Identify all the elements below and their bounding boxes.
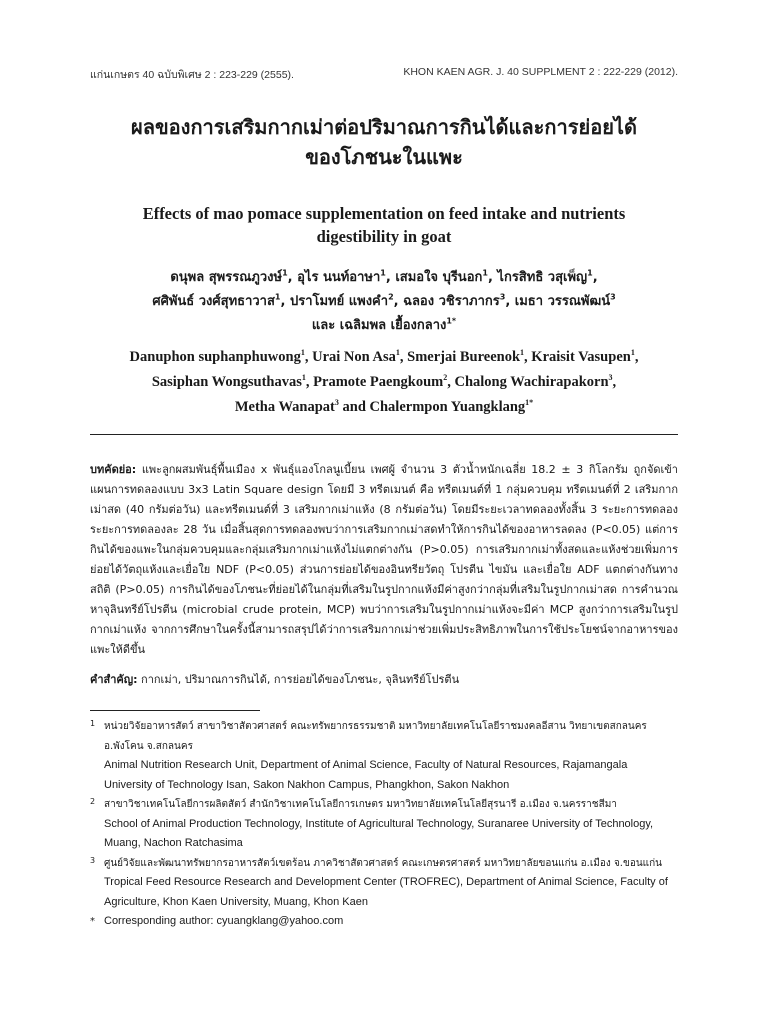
affiliation-mark: 1 bbox=[274, 292, 281, 302]
affiliation-mark: 1* bbox=[446, 316, 457, 326]
authors-thai-line-2 bbox=[90, 290, 678, 314]
affiliation-mark: 3 bbox=[334, 398, 339, 408]
journal-citation-english: KHON KAEN AGR. J. 40 SUPPLMENT 2 : 222-229 (2012). bbox=[403, 66, 678, 78]
keywords-label: คำสำคัญ: bbox=[90, 673, 138, 686]
author-name: , Kraisit Vasupen bbox=[524, 349, 631, 365]
affiliation-mark: 3 bbox=[610, 292, 616, 302]
author-name: Metha Wanapat bbox=[234, 399, 335, 415]
keywords-text: กากเม่า, ปริมาณการกินได้, การย่อยได้ของโภชนะ, จุลินทรีย์โปรตีน bbox=[137, 673, 460, 686]
title-thai bbox=[90, 112, 678, 172]
author-name: Sasiphan Wongsuthavas bbox=[151, 374, 302, 390]
affiliation-mark: 1 bbox=[395, 348, 400, 358]
affiliation-mark: 1 bbox=[380, 268, 386, 278]
affiliation-mark: 2 bbox=[388, 292, 394, 302]
abstract-label: บทคัดย่อ: bbox=[90, 463, 137, 476]
keywords bbox=[90, 670, 678, 690]
author-name: , อุไร นนท์อาษา bbox=[287, 270, 381, 285]
journal-citation-thai: แก่นเกษตร 40 ฉบับพิเศษ 2 : 223-229 (2555). bbox=[90, 69, 294, 81]
footnote-2 bbox=[90, 795, 678, 854]
author-name: , ฉลอง วชิราภากร bbox=[393, 294, 500, 309]
author-name: , ปราโมทย์ แพงคำ bbox=[280, 294, 389, 309]
title-english-line-2: digestibility in goat bbox=[316, 227, 452, 246]
footnote-mark: * bbox=[90, 916, 95, 927]
authors-english-line-1 bbox=[90, 345, 678, 370]
affiliation-mark: 1* bbox=[525, 398, 534, 408]
affiliation-mark: 1 bbox=[482, 268, 488, 278]
author-name: and Chalermpon Yuangklang bbox=[338, 399, 526, 415]
author-name: , Chalong Wachirapakorn bbox=[447, 374, 609, 390]
abstract bbox=[90, 460, 678, 660]
author-name: และ เฉลิมพล เยื้องกลาง bbox=[311, 318, 447, 333]
author-name: ศศิพันธ์ วงศ์สุทธาวาส bbox=[152, 294, 275, 309]
authors-english-line-3 bbox=[90, 395, 678, 420]
affiliation-mark: 2 bbox=[443, 373, 448, 383]
corresponding-author-email: Corresponding author: cyuangklang@yahoo.com bbox=[104, 915, 344, 927]
title-divider bbox=[90, 434, 678, 435]
author-name: , Urai Non Asa bbox=[304, 349, 396, 365]
title-english-line-1: Effects of mao pomace supplementation on feed intake and nutrients bbox=[142, 204, 626, 223]
affiliation-mark: 1 bbox=[587, 268, 593, 278]
title-english bbox=[90, 202, 678, 248]
footnote-divider bbox=[90, 710, 260, 711]
affiliation-mark: 1 bbox=[300, 348, 305, 358]
footnote-1 bbox=[90, 717, 678, 795]
authors-english-line-2 bbox=[90, 370, 678, 395]
affiliation-mark: 3 bbox=[499, 292, 506, 302]
authors-thai bbox=[90, 266, 678, 338]
footnote-corresponding bbox=[90, 912, 678, 932]
authors-thai-line-3 bbox=[90, 314, 678, 338]
affiliation-mark: 1 bbox=[282, 268, 288, 278]
affiliation-mark: 1 bbox=[520, 348, 525, 358]
affiliation-mark: 1 bbox=[301, 373, 306, 383]
separator: , bbox=[634, 349, 639, 365]
authors-english bbox=[90, 345, 678, 420]
author-name: ดนุพล สุพรรณภูวงษ์ bbox=[170, 270, 283, 285]
affiliation-mark: 3 bbox=[608, 373, 613, 383]
author-name: Danuphon suphanphuwong bbox=[129, 349, 301, 365]
author-name: , เมธา วรรณพัฒน์ bbox=[505, 294, 611, 309]
footnote-mark: 1 bbox=[90, 719, 96, 728]
affiliation-mark: 1 bbox=[630, 348, 635, 358]
footnote-3 bbox=[90, 854, 678, 913]
title-thai-line-2: ของโภชนะในแพะ bbox=[305, 145, 463, 169]
author-name: , Pramote Paengkoum bbox=[305, 374, 444, 390]
author-name: , ไกรสิทธิ วสุเพ็ญ bbox=[487, 270, 588, 285]
footnote-mark: 3 bbox=[90, 855, 96, 865]
separator: , bbox=[612, 374, 617, 390]
authors-thai-line-1 bbox=[90, 266, 678, 290]
footnotes bbox=[90, 717, 678, 932]
footnote-thai: สาขาวิชาเทคโนโลยีการผลิตสัตว์ สำนักวิชาเทคโนโลยีการเกษตร มหาวิทยาลัยเทคโนโลยีสุรนารี อ.เมือง จ.นครราชสีมา bbox=[104, 799, 617, 810]
footnote-english: Animal Nutrition Research Unit, Department of Animal Science, Faculty of Natural Resources, Rajamangala University of Technology Isan, Sakon Nakhon Campus, Phangkhon, Sakon Nakhon bbox=[104, 759, 628, 791]
abstract-text: แพะลูกผสมพันธุ์พื้นเมือง x พันธุ์แองโกลนูเบี้ยน เพศผู้ จำนวน 3 ตัวน้ำหนักเฉลี่ย 18.2 ± 3 กิโลกรัม ถูกจัดเข้าแผนการทดลองแบบ 3x3 Latin Square design โดยมี 3 ทรีตเมนต์ คือ ทรีตเมนต์ที่ 1 กลุ่มควบคุม ทรีตเมนต์ที่ 2 เสริมกากเม่าสด (40 กรัมต่อวัน) และทรีตเมนต์ที่ 3 เสริมกากเม่าแห้ง (8 กรัมต่อวัน) โดยมีระยะเวลาทดลองทั้งสิ้น 3 ระยะการทดลอง ระยะการทดลองละ 28 วัน เมื่อสิ้นสุดการทดลองพบว่าการเสริมกากเม่าสดทำให้การกินได้ของอาหารลดลง (P<0.05) แต่การกินได้ของแพะในกลุ่มควบคุมและกลุ่มเสริมกากเม่าแห้งไม่แตกต่างกัน (P>0.05) การเสริมกากเม่าทั้งสดและแห้งช่วยเพิ่มการย่อยได้วัตถุแห้งและเยื่อใย NDF (P<0.05) ส่วนการย่อยได้ของอินทรียวัตถุ โปรตีน ไขมัน และเยื่อใย ADF แตกต่างกันทางสถิติ (P>0.05) การกินได้ของโภชนะที่ย่อยได้ในกลุ่มที่เสริมในรูปกากแห้งมีค่าสูงกว่ากลุ่มที่เสริมในรูปกากเม่าสด การคำนวณหาจุลินทรีย์โปรตีน (microbial crude protein, MCP) พบว่าการเสริมในรูปกากเม่าแห้งจะมีค่า MCP สูงกว่าการเสริมในรูปกากเม่าแห้ง จากการศึกษาในครั้งนี้สามารถสรุปได้ว่าการเสริมกากเม่าช่วยเพิ่มประสิทธิภาพในการใช้ประโยชน์จากอาหารของแพะให้ดีขึ้น bbox=[90, 463, 678, 656]
title-thai-line-1: ผลของการเสริมกากเม่าต่อปริมาณการกินได้และการย่อยได้ bbox=[131, 115, 637, 139]
footnote-english: School of Animal Production Technology, Institute of Agricultural Technology, Suranaree University of Technology, Muang, Nachon Ratchasima bbox=[104, 817, 654, 849]
author-name: , เสมอใจ บุรีนอก bbox=[385, 270, 483, 285]
footnote-thai: ศูนย์วิจัยและพัฒนาทรัพยากรอาหารสัตว์เขตร้อน ภาควิชาสัตวศาสตร์ คณะเกษตรศาสตร์ มหาวิทยาลัยขอนแก่น อ.เมือง จ.ขอนแก่น bbox=[104, 857, 662, 869]
footnote-mark: 2 bbox=[90, 797, 96, 806]
separator: , bbox=[592, 270, 598, 285]
footnote-english: Tropical Feed Resource Research and Development Center (TROFREC), Department of Animal Science, Faculty of Agriculture, Khon Kaen University, Muang, Khon Kaen bbox=[104, 876, 668, 908]
footnote-thai: หน่วยวิจัยอาหารสัตว์ สาขาวิชาสัตวศาสตร์ คณะทรัพยากรธรรมชาติ มหาวิทยาลัยเทคโนโลยีราชมงคลอีสาน วิทยาเขตสกลนคร อ.พังโคน จ.สกลนคร bbox=[104, 721, 647, 752]
author-name: , Smerjai Bureenok bbox=[399, 349, 521, 365]
